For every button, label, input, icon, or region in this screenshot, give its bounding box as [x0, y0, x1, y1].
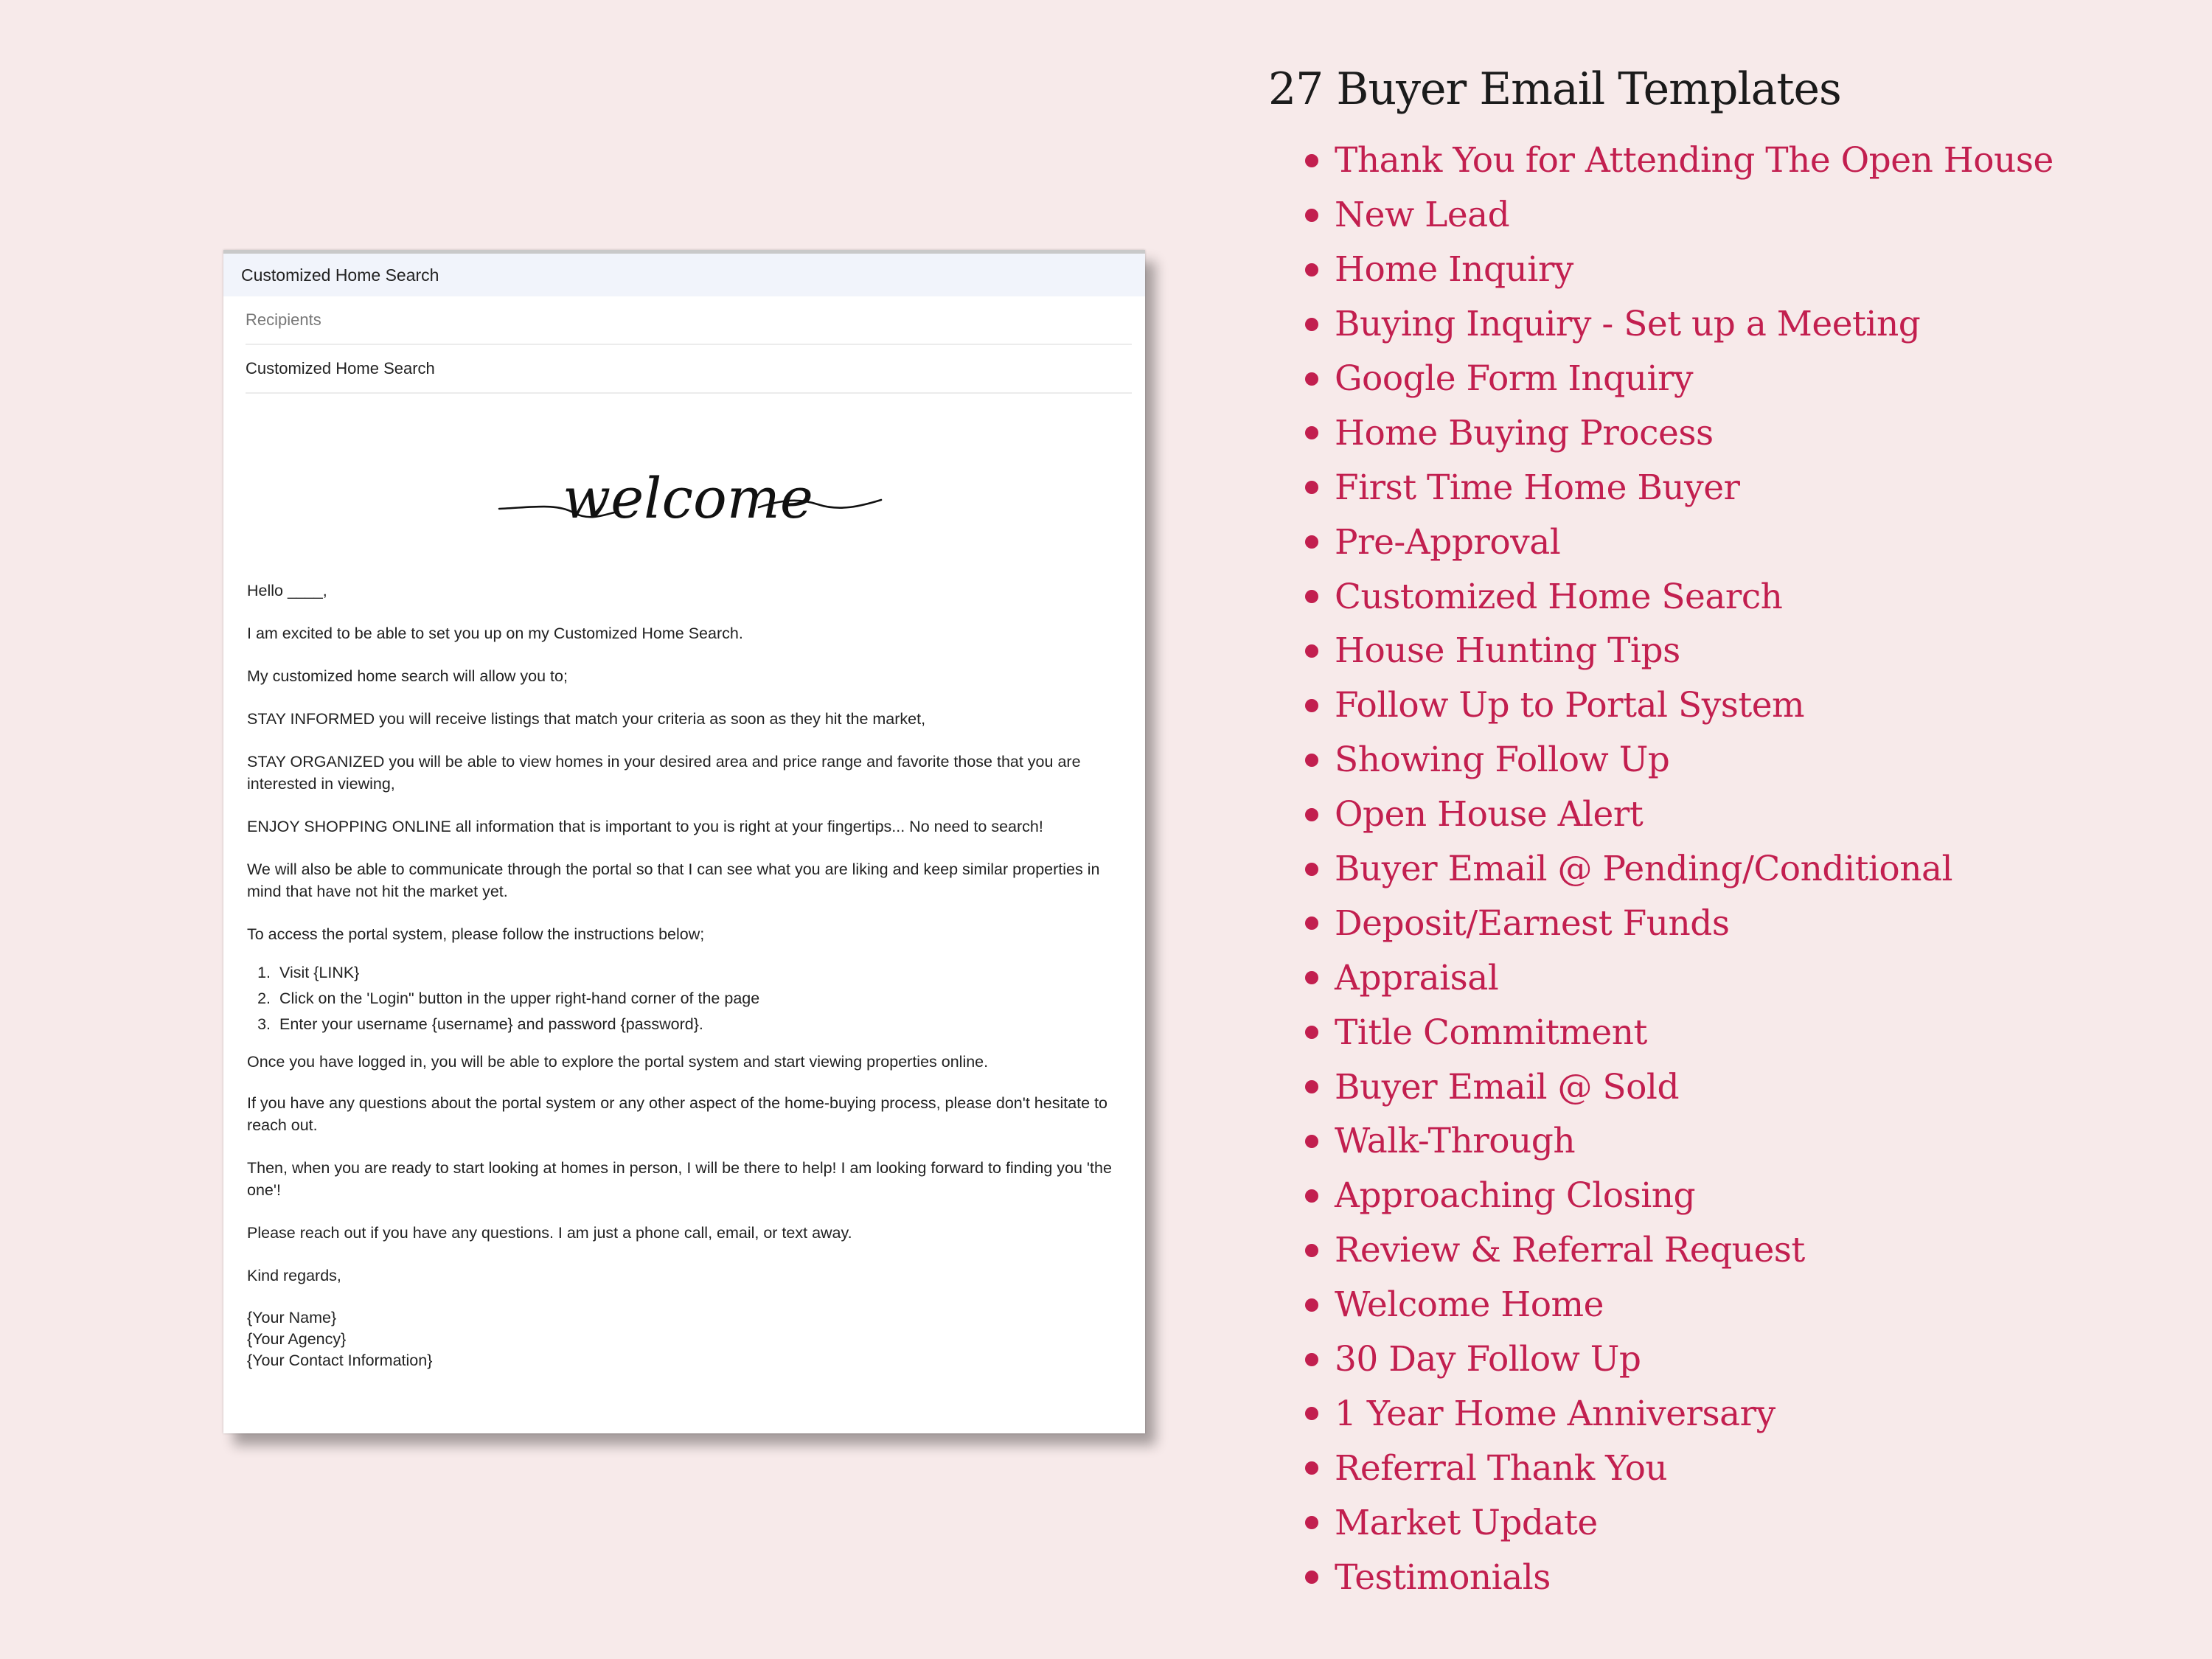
bullet-icon — [1305, 426, 1318, 439]
signature-name: {Your Name} — [247, 1309, 337, 1326]
template-list-item: Review & Referral Request — [1305, 1223, 2053, 1278]
bullet-icon — [1305, 1407, 1318, 1420]
bullet-icon — [1305, 372, 1318, 386]
template-list-item: Follow Up to Portal System — [1305, 678, 2053, 733]
bullet-icon — [1305, 1353, 1318, 1366]
template-list-item: Title Commitment — [1305, 1005, 2053, 1060]
recipients-placeholder: Recipients — [246, 310, 321, 329]
bullet-icon — [1305, 1298, 1318, 1312]
template-list-item: New Lead — [1305, 188, 2053, 243]
email-body[interactable] — [247, 580, 1124, 1371]
body-paragraph: My customized home search will allow you to; — [247, 667, 568, 685]
bullet-icon — [1305, 1244, 1318, 1257]
bullet-icon — [1305, 754, 1318, 767]
template-list-item: House Hunting Tips — [1305, 624, 2053, 678]
welcome-script-banner — [489, 431, 887, 563]
bullet-icon — [1305, 1461, 1318, 1475]
recipients-field[interactable] — [246, 296, 1132, 345]
bullet-icon — [1305, 644, 1318, 658]
bullet-icon — [1305, 263, 1318, 276]
template-list-item: Market Update — [1305, 1495, 2053, 1550]
template-list-item: Open House Alert — [1305, 787, 2053, 842]
welcome-swash-graphic — [489, 431, 887, 563]
bullet-icon — [1305, 1189, 1318, 1203]
template-list-item: Showing Follow Up — [1305, 733, 2053, 787]
template-list-item: Appraisal — [1305, 950, 2053, 1005]
body-paragraph: STAY INFORMED you will receive listings that match your criteria as soon as they hit the market, — [247, 710, 926, 728]
template-list-item: Home Inquiry — [1305, 243, 2053, 297]
email-window-title: Customized Home Search — [241, 265, 439, 285]
template-list-item: Referral Thank You — [1305, 1441, 2053, 1495]
bullet-icon — [1305, 1135, 1318, 1148]
bullet-icon — [1305, 481, 1318, 494]
body-paragraph: Then, when you are ready to start looking at homes in person, I will be there to help! I am looking forward to finding you 'the one'! — [247, 1159, 1112, 1199]
template-list-item: Thank You for Attending The Open House — [1305, 133, 2053, 188]
template-list — [1305, 133, 2053, 1604]
template-list-item: Testimonials — [1305, 1550, 2053, 1604]
template-list-item: Google Form Inquiry — [1305, 352, 2053, 406]
bullet-icon — [1305, 971, 1318, 984]
template-list-item: Walk-Through — [1305, 1114, 2053, 1169]
template-list-item: Buyer Email @ Pending/Conditional — [1305, 842, 2053, 897]
body-paragraph: Please reach out if you have any questions. I am just a phone call, email, or text away. — [247, 1224, 852, 1242]
bullet-icon — [1305, 318, 1318, 331]
greeting: Hello ____, — [247, 582, 327, 599]
template-list-item: Buyer Email @ Sold — [1305, 1060, 2053, 1114]
instruction-step: 3. Enter your username {username} and password {password}. — [275, 1012, 1124, 1037]
email-compose-window — [223, 250, 1145, 1433]
body-paragraph: I am excited to be able to set you up on my Customized Home Search. — [247, 625, 743, 642]
bullet-icon — [1305, 699, 1318, 712]
templates-title: 27 Buyer Email Templates — [1268, 63, 1841, 115]
body-paragraph: ENJOY SHOPPING ONLINE all information that is important to you is right at your fingertips... No need to search! — [247, 818, 1043, 835]
email-window-title-bar[interactable] — [223, 254, 1145, 296]
body-paragraph: To access the portal system, please follow the instructions below; — [247, 925, 705, 943]
bullet-icon — [1305, 808, 1318, 821]
bullet-icon — [1305, 154, 1318, 167]
closing: Kind regards, — [247, 1267, 341, 1284]
signature-contact: {Your Contact Information} — [247, 1352, 433, 1369]
instruction-step: 1. Visit {LINK} — [275, 960, 1124, 986]
bullet-icon — [1305, 863, 1318, 876]
instruction-steps — [247, 960, 1124, 1037]
template-list-item: Buying Inquiry - Set up a Meeting — [1305, 297, 2053, 352]
signature — [247, 1307, 1124, 1371]
signature-agency: {Your Agency} — [247, 1330, 347, 1348]
body-paragraph: STAY ORGANIZED you will be able to view homes in your desired area and price range and favorite those that you are interested in viewing, — [247, 753, 1081, 793]
bullet-icon — [1305, 1026, 1318, 1039]
bullet-icon — [1305, 1080, 1318, 1093]
template-list-item: Approaching Closing — [1305, 1169, 2053, 1223]
bullet-icon — [1305, 209, 1318, 222]
bullet-icon — [1305, 917, 1318, 930]
body-paragraph: If you have any questions about the portal system or any other aspect of the home-buying process, please don't hesitate to reach out. — [247, 1094, 1108, 1134]
bullet-icon — [1305, 590, 1318, 603]
instruction-step: 2. Click on the 'Login" button in the upper right-hand corner of the page — [275, 986, 1124, 1012]
bullet-icon — [1305, 1516, 1318, 1529]
bullet-icon — [1305, 1571, 1318, 1584]
template-list-item: Pre-Approval — [1305, 515, 2053, 569]
template-list-item: Deposit/Earnest Funds — [1305, 896, 2053, 950]
subject-field[interactable] — [246, 345, 1132, 394]
body-paragraph: Once you have logged in, you will be able to explore the portal system and start viewing properties online. — [247, 1053, 989, 1071]
body-paragraph: We will also be able to communicate through the portal so that I can see what you are liking and keep similar properties in mind that have not hit the market yet. — [247, 860, 1100, 900]
template-list-item: 30 Day Follow Up — [1305, 1332, 2053, 1387]
template-list-item: Home Buying Process — [1305, 406, 2053, 460]
template-list-item: 1 Year Home Anniversary — [1305, 1386, 2053, 1441]
welcome-script-text: welcome — [563, 465, 813, 531]
template-list-item: Customized Home Search — [1305, 569, 2053, 624]
subject-value: Customized Home Search — [246, 359, 435, 378]
template-list-item: First Time Home Buyer — [1305, 460, 2053, 515]
bullet-icon — [1305, 535, 1318, 549]
template-list-item: Welcome Home — [1305, 1278, 2053, 1332]
